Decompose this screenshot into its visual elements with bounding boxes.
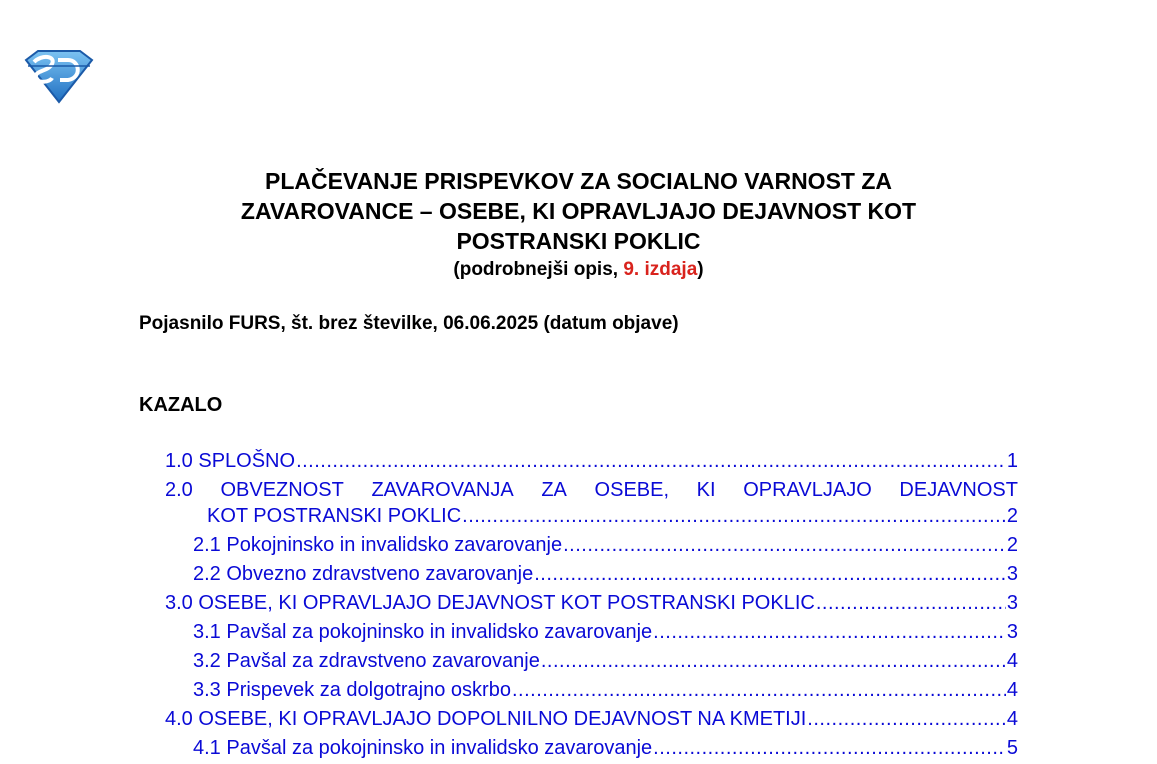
toc-entry-3-0[interactable]	[165, 590, 1018, 616]
toc-heading: KAZALO	[139, 394, 223, 416]
toc-leader-dots	[653, 619, 1006, 645]
title-line-1: PLAČEVANJE PRISPEVKOV ZA SOCIALNO VARNOST ZA	[264, 168, 893, 194]
toc-entry-label[interactable]: 3.0 OSEBE, KI OPRAVLJAJO DEJAVNOST KOT POSTRANSKI POKLIC	[165, 592, 815, 614]
toc-entry-2-2[interactable]	[165, 561, 1018, 587]
toc-entry-1-0[interactable]	[165, 448, 1018, 474]
edition-label: 9. izdaja	[623, 259, 698, 280]
toc-leader-dots	[512, 677, 1006, 703]
toc-entry-page[interactable]: 4	[1006, 679, 1018, 701]
toc-leader-dots	[462, 503, 1006, 529]
toc-entry-label[interactable]: 3.3 Prispevek za dolgotrajno oskrbo	[193, 679, 511, 701]
toc-entry-3-3[interactable]	[165, 677, 1018, 703]
toc-entry-page[interactable]: 4	[1006, 650, 1018, 672]
toc-entry-label[interactable]: 3.2 Pavšal za zdravstveno zavarovanje	[193, 650, 540, 672]
document-title	[0, 166, 1157, 284]
toc-leader-dots	[816, 590, 1006, 616]
toc-leader-dots	[563, 532, 1006, 558]
toc-entry-label[interactable]: 2.1 Pokojninsko in invalidsko zavarovanje	[193, 534, 563, 556]
toc-leader-dots	[534, 561, 1006, 587]
toc-entry-page[interactable]: 3	[1006, 563, 1018, 585]
toc-entry-page[interactable]: 2	[1006, 534, 1018, 556]
toc-entry-label[interactable]: 4.1 Pavšal za pokojninsko in invalidsko zavarovanje	[193, 737, 653, 759]
toc-entry-4-1[interactable]	[165, 735, 1018, 761]
toc-entry-page[interactable]: 4	[1006, 708, 1018, 730]
toc-entry-label-first-line[interactable]: 2.0 OBVEZNOST ZAVAROVANJA ZA OSEBE, KI OPRAVLJAJO DEJAVNOST	[165, 479, 1018, 501]
table-of-contents	[165, 448, 1018, 764]
toc-entry-label[interactable]: 3.1 Pavšal za pokojninsko in invalidsko zavarovanje	[193, 621, 653, 643]
toc-entry-page[interactable]: 2	[1006, 505, 1018, 527]
title-line-3: POSTRANSKI POKLIC	[456, 228, 701, 254]
toc-entry-page[interactable]: 3	[1006, 621, 1018, 643]
toc-entry-2-0[interactable]	[165, 477, 1018, 529]
toc-entry-label[interactable]: 1.0 SPLOŠNO	[165, 450, 296, 472]
document-subtitle: (podrobnejši opis, 9. izdaja)	[453, 259, 704, 280]
toc-leader-dots	[807, 706, 1006, 732]
toc-entry-label-continuation[interactable]: KOT POSTRANSKI POKLIC ..... 2	[165, 503, 1018, 529]
toc-entry-2-1[interactable]	[165, 532, 1018, 558]
toc-entry-3-1[interactable]	[165, 619, 1018, 645]
toc-entry-label[interactable]: 4.0 OSEBE, KI OPRAVLJAJO DOPOLNILNO DEJAVNOST NA KMETIJI	[165, 708, 807, 730]
toc-entry-3-2[interactable]	[165, 648, 1018, 674]
toc-leader-dots	[296, 448, 1006, 474]
furs-shield-logo-icon	[22, 48, 96, 104]
toc-entry-label[interactable]: 2.2 Obvezno zdravstveno zavarovanje	[193, 563, 534, 585]
toc-leader-dots	[541, 648, 1006, 674]
toc-entry-4-0[interactable]	[165, 706, 1018, 732]
title-line-2: ZAVAROVANCE – OSEBE, KI OPRAVLJAJO DEJAVNOST KOT	[240, 198, 917, 224]
toc-entry-page[interactable]: 5	[1006, 737, 1018, 759]
toc-entry-page[interactable]: 3	[1006, 592, 1018, 614]
explanation-reference: Pojasnilo FURS, št. brez številke, 06.06.2025 (datum objave)	[139, 313, 679, 334]
toc-leader-dots	[653, 735, 1006, 761]
toc-entry-page[interactable]: 1	[1006, 450, 1018, 472]
